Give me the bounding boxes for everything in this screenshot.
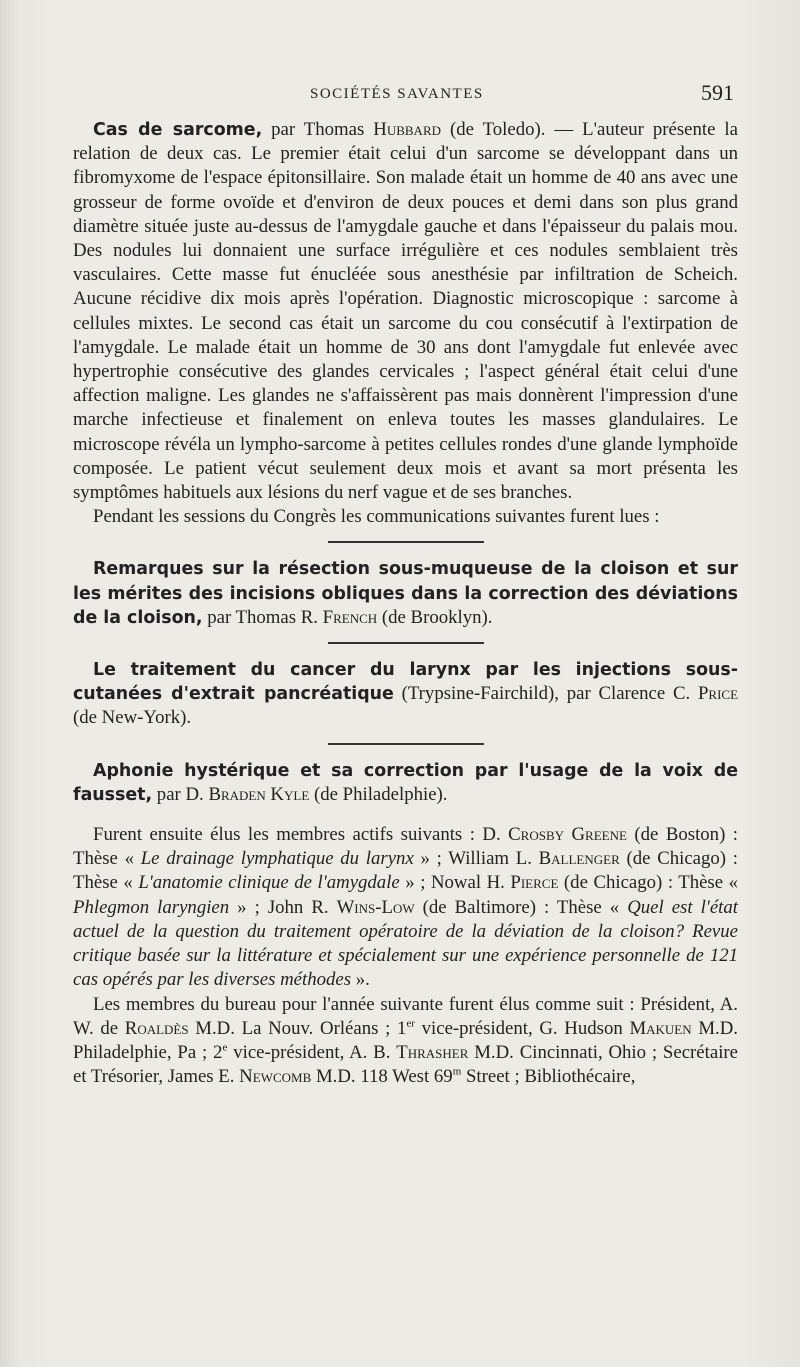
member-name: Pierce bbox=[510, 872, 559, 894]
thesis-title: Phlegmon laryngien bbox=[73, 896, 230, 918]
text-span: » ; John R. bbox=[229, 896, 337, 918]
text-span: Furent ensuite élus les membres actifs suivants : D. bbox=[93, 824, 509, 846]
paragraph-sessions: Pendant les sessions du Congrès les communications suivantes furent lues : bbox=[93, 506, 660, 528]
separator-rule bbox=[328, 743, 484, 745]
entry-cancer bbox=[73, 658, 738, 731]
author-name: Hubbard bbox=[373, 119, 442, 140]
text-span: (de New-York). bbox=[73, 707, 192, 729]
text-span: (de Brooklyn). bbox=[377, 606, 493, 628]
entry-title: Aphonie hystérique et sa correction par l'usage de la voix de fausset, bbox=[73, 760, 738, 805]
paragraph-bureau bbox=[73, 993, 738, 1090]
thesis-title: L'anatomie clinique de l'amygdale bbox=[138, 872, 400, 894]
entry-aphonie bbox=[73, 759, 738, 807]
entry-title: Remarques sur la résection sous-muqueuse de la cloison et sur les mérites des incisions obliques dans la correction des déviations de la cloison, bbox=[73, 559, 738, 628]
text-span: M.D. Cincinnati, Ohio ; Secrétaire et Trésorier, James E. bbox=[73, 1041, 738, 1088]
text-span: M.D. Philadelphie, Pa ; 2 bbox=[73, 1017, 738, 1063]
separator-rule bbox=[328, 642, 484, 644]
entry-title: Le traitement du cancer du larynx par les injections sous-cutanées d'extrait pancréatique bbox=[73, 660, 738, 705]
paragraph-members bbox=[73, 823, 738, 992]
paragraph-sarcoma bbox=[73, 118, 738, 505]
member-name: Wins-Low bbox=[336, 896, 415, 918]
superscript: m bbox=[452, 1065, 462, 1078]
officer-name: Makuen bbox=[629, 1017, 692, 1039]
author-name: Braden Kyle bbox=[208, 783, 310, 805]
superscript: e bbox=[222, 1041, 228, 1054]
text-span: (de Toledo). — L'auteur présente la relation de deux cas. Le premier était celui d'un sarcome se développant dans un fibromyxome de l'espace épitonsillaire. Son malade était un homme de 40 ans avec une grosseur de forme ovoïde et d'environ de deux pouces et demi dans son plus grand diamètre située juste au-dessus de l'amygdale gauche et dans l'épaisseur du palais mou. Des nodules lui donnaient une surface irrégulière et ces nodules semblaient très vasculaires. Cette masse fut énucléée sous anesthésie par infiltration de Scheich. Aucune récidive dix mois après l'opération. Diagnostic microscopique : sarcome à cellules mixtes. Le second cas était un sarcome du cou consécutif à l'extirpation de l'amygdale. Le malade était un homme de 30 ans dont l'amygdale fut enlevée avec hypertrophie consécutive des glandes cervicales ; l'aspect général était celui d'une affection maligne. Les glandes ne s'affaissèrent pas mais donnèrent l'impression d'une marche infectieuse et finalement on enleva toutes les masses glandulaires. Le microscope révéla un lympho-sarcome à petites cellules rondes d'une glande lymphoïde composée. Le patient vécut seulement deux mois et avant sa mort présenta les symptômes habituels aux lésions du nerf vague et de ses branches. bbox=[73, 119, 738, 504]
text-span: (de Baltimore) : Thèse « bbox=[414, 896, 628, 918]
text-span: M.D. 118 West 69 bbox=[311, 1066, 453, 1088]
member-name: Ballenger bbox=[538, 848, 620, 870]
entry-resection bbox=[73, 557, 738, 630]
thesis-title: Le drainage lymphatique du larynx bbox=[140, 848, 414, 870]
text-span: Les membres du bureau pour l'année suivante furent élus comme suit : Président, A. W. de bbox=[73, 993, 738, 1039]
body-text bbox=[73, 118, 738, 1089]
thesis-title: Quel est l'état actuel de la question du traitement opératoire de la déviation de la cloison? Revue critique basée sur la littérature et spécialement sur une expérience personnelle de 121 cas opérés par les diverses méthodes bbox=[73, 896, 738, 991]
page-number: 591 bbox=[701, 80, 734, 105]
text-span: (de Philadelphie). bbox=[309, 783, 448, 805]
text-span: vice-président, G. Hudson bbox=[414, 1017, 630, 1039]
page-header bbox=[0, 80, 800, 110]
text-span: » ; William L. bbox=[413, 848, 539, 870]
officer-name: Newcomb bbox=[239, 1066, 312, 1088]
superscript: er bbox=[406, 1017, 415, 1030]
text-span: par Thomas R. bbox=[202, 606, 323, 628]
author-name: Price bbox=[697, 683, 739, 705]
author-name: French bbox=[322, 606, 378, 628]
text-span: (de Boston) : Thèse « bbox=[73, 824, 739, 870]
officer-name: Thrasher bbox=[396, 1041, 469, 1063]
text-span: Street ; Bibliothécaire, bbox=[461, 1066, 636, 1088]
member-name: Crosby Greene bbox=[508, 824, 627, 846]
sarcoma-title: Cas de sarcome, bbox=[93, 120, 263, 140]
running-title: SOCIÉTÉS SAVANTES bbox=[310, 86, 484, 102]
text-span: M.D. La Nouv. Orléans ; 1 bbox=[188, 1017, 407, 1039]
separator-rule bbox=[328, 541, 484, 543]
text-span: (de Chicago) : Thèse « bbox=[558, 872, 739, 894]
text-span: par Thomas bbox=[262, 119, 374, 140]
spacer bbox=[73, 807, 738, 823]
officer-name: Roaldès bbox=[124, 1017, 189, 1039]
text-span: (de Chicago) : Thèse « bbox=[73, 848, 738, 894]
text-span: vice-président, A. B. bbox=[227, 1041, 397, 1063]
text-span: (Trypsine-Fairchild), par Clarence C. bbox=[393, 683, 698, 705]
text-span: par D. bbox=[152, 783, 209, 805]
text-span: » ; Nowal H. bbox=[399, 872, 511, 894]
text-span: ». bbox=[351, 969, 370, 991]
